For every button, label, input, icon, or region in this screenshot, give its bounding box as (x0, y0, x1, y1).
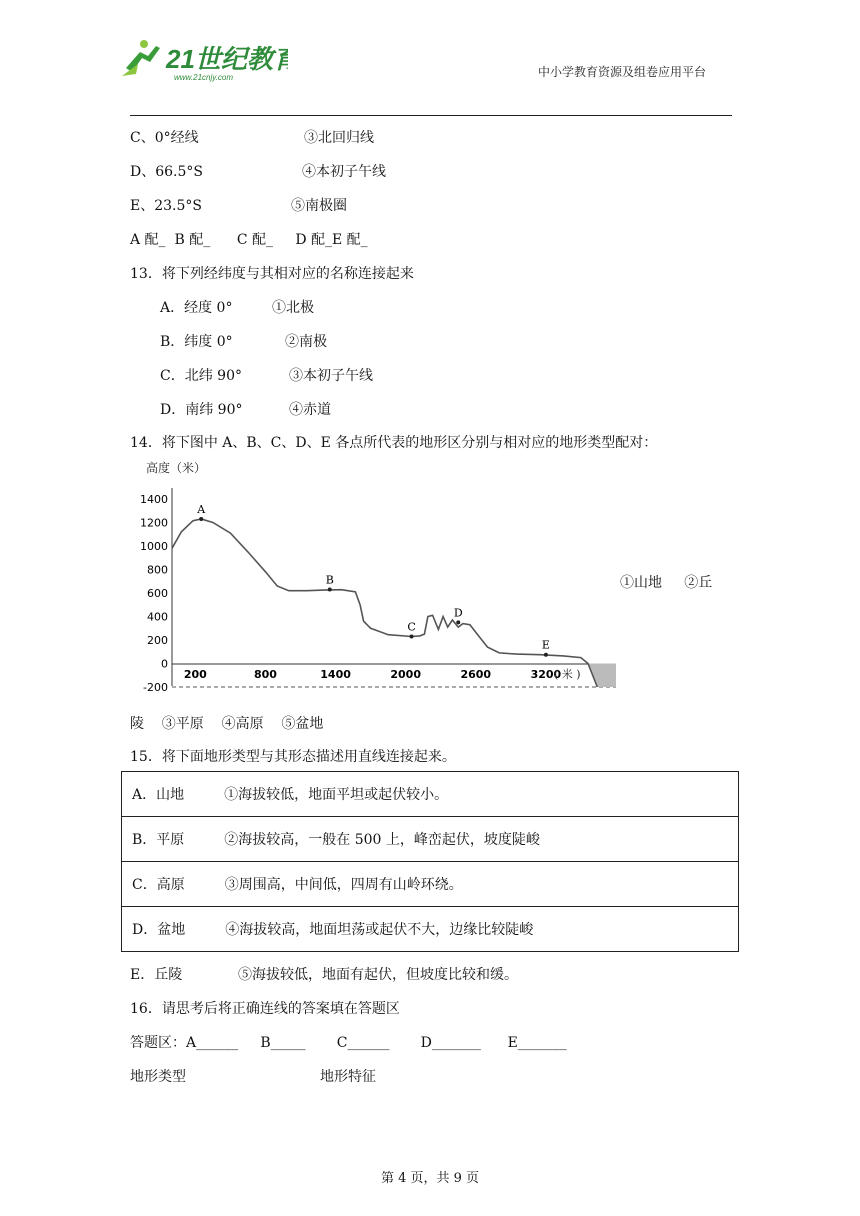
page-number: 第 4 页，共 9 页 (380, 1171, 480, 1186)
x-tick-label: 2600 (460, 668, 492, 681)
x-tick-label: 1400 (320, 668, 351, 681)
col-header-landform-feature: 地形特征 (320, 1069, 376, 1085)
x-tick-label: 2000 (390, 668, 421, 681)
q13-match-4: ④赤道 (289, 402, 331, 418)
table-cell (122, 862, 739, 907)
q12-match-3: ③北回归线 (304, 130, 374, 146)
table-row (122, 907, 739, 952)
y-tick-label: 600 (147, 587, 168, 600)
point-e-marker (544, 653, 548, 657)
runner-icon (122, 40, 160, 76)
terrain-profile-line (172, 519, 597, 687)
q15-title: 15．将下面地形类型与其形态描述用直线连接起来。 (130, 749, 456, 765)
point-e-label: E (541, 638, 550, 652)
point-b-marker (328, 587, 332, 591)
q14-options-line2: 陵 ③平原 ④高原 ⑤盆地 (130, 716, 324, 732)
y-tick-label: 200 (147, 634, 168, 647)
y-tick-label: 1400 (140, 493, 168, 506)
landform-type: B．平原 (132, 832, 185, 848)
landform-desc: ④海拔较高，地面坦荡或起伏不大，边缘比较陡峻 (225, 922, 534, 938)
q13-match-3: ③本初子午线 (289, 368, 373, 384)
y-tick-label: 1200 (140, 516, 168, 530)
y-tick-label: 0 (161, 657, 168, 671)
landform-type-e: E．丘陵 (130, 967, 183, 983)
q13-option-a: A．经度 0° (160, 300, 233, 316)
x-tick-label: 3200 (530, 668, 562, 681)
q12-option-e: E、23.5°S (130, 198, 202, 214)
logo-text: 21世纪教育 (166, 44, 288, 74)
table-row (122, 817, 739, 862)
point-c-marker (410, 634, 414, 638)
col-header-landform-type: 地形类型 (130, 1069, 186, 1085)
y-tick-label: 1000 (140, 540, 168, 553)
q16-title: 16．请思考后将正确连线的答案填在答题区 (130, 1001, 400, 1017)
q12-option-d: D、66.5°S (130, 164, 203, 180)
point-a-label: A (197, 502, 206, 516)
q12-answer-line: A 配_ B 配_ C 配_ D 配_E 配_ (130, 232, 368, 248)
y-tick-label: -200 (143, 681, 168, 694)
q13-option-d: D．南纬 90° (160, 402, 243, 418)
site-logo (118, 38, 288, 82)
q13-option-c: C．北纬 90° (160, 368, 242, 384)
q13-match-2: ②南极 (285, 334, 327, 350)
table-cell (122, 772, 739, 817)
q14-options-line1: ①山地 ②丘 (620, 575, 713, 591)
site-name: 中小学教育资源及组卷应用平台 (538, 65, 707, 79)
landform-desc-e: ⑤海拔较低，地面有起伏，但坡度比较和缓。 (238, 967, 518, 983)
point-d-label: D (453, 606, 463, 620)
table-row (122, 772, 739, 817)
table-row (122, 862, 739, 907)
y-tick-label: 400 (147, 610, 168, 624)
table-cell (122, 907, 739, 952)
q13-title: 13．将下列经纬度与其相对应的名称连接起来 (130, 266, 414, 282)
logo-url: www.21cnjy.com (174, 73, 233, 82)
x-tick-label: 200 (183, 668, 207, 681)
point-b-label: B (325, 573, 334, 587)
q12-match-5: ⑤南极圈 (291, 198, 347, 214)
landform-type: A．山地 (132, 787, 185, 803)
landform-table (121, 771, 739, 952)
y-tick-label: 800 (147, 563, 168, 577)
landform-type: D．盆地 (132, 922, 186, 938)
landform-desc: ①海拔较低，地面平坦或起伏较小。 (224, 787, 449, 803)
x-tick-label: 800 (253, 668, 277, 681)
q12-option-c: C、0°经线 (130, 130, 199, 146)
q12-match-4: ④本初子午线 (302, 164, 386, 180)
point-d-marker (456, 620, 460, 624)
q14-title: 14．将下图中 A、B、C、D、E 各点所代表的地形区分别与相对应的地形类型配对： (130, 435, 658, 451)
landform-type: C．高原 (132, 877, 185, 893)
x-axis-unit: ( 米 ) (554, 668, 581, 681)
landform-desc: ③周围高，中间低，四周有山岭环绕。 (224, 877, 463, 893)
table-cell (122, 817, 739, 862)
point-a-marker (199, 517, 203, 521)
y-axis-label: 高度（米） (146, 461, 207, 475)
q16-answer-area: 答题区：A______ B_____ C______ D_______ E_______ (130, 1035, 567, 1051)
q13-option-b: B．纬度 0° (160, 334, 233, 350)
header-divider (130, 115, 732, 116)
point-c-label: C (407, 620, 416, 634)
landform-desc: ②海拔较高，一般在 500 上，峰峦起伏，坡度陡峻 (224, 832, 540, 848)
elevation-profile-chart (140, 458, 620, 698)
q13-match-1: ①北极 (272, 300, 314, 316)
